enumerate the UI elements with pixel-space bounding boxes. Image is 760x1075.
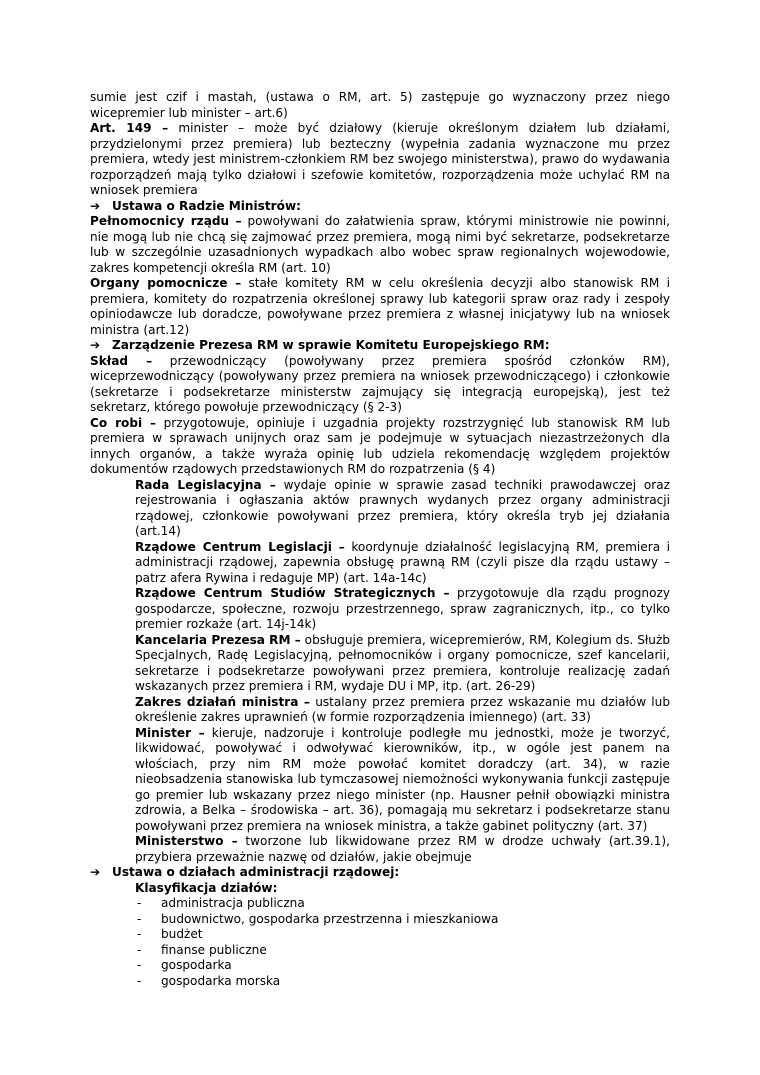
dash-marker: - (137, 973, 142, 988)
list-item-text: budżet (161, 927, 203, 941)
paragraph-text: ustalany przez premiera przez wskazanie mu działów lub określenie zakres uprawnień (w formie rozporządzenia imiennego) (art. 33) (135, 694, 670, 724)
term: Minister – (135, 725, 205, 740)
paragraph-text: kieruje, nadzoruje i kontroluje podległe mu jednostki, może je tworzyć, likwidować, powoływać i odwoływać kierowników, itp., w ogóle jest panem na włościach, przy nim RM może powołać komitet doradczy (art. 34), w razie nieobsadzenia stanowiska lub tymczasowej niemożności wykonywania funkcji zastępuje go premier lub wskazany przez niego minister (np. Hausner pełnił obowiązki ministra zdrowia, a Belka – środowiska – art. 36), pomagają mu sekretarz i podsekretarze stanu powoływani przez premiera na wniosek ministra, a także gabinet polityczny (art. 37) (135, 725, 670, 833)
paragraph-co-robi (90, 416, 670, 478)
paragraph-organy (90, 276, 670, 338)
heading-ustawa-rm (90, 199, 670, 215)
heading-ustawa-dzialy (90, 865, 670, 881)
term: Zakres działań ministra – (135, 694, 310, 709)
paragraph-text: obsługuje premiera, wicepremierów, RM, Kolegium ds. Służb Specjalnych, Radę Legislacyjną, pełnomocników i organy pomocnicze, szef kancelarii, sekretarze i podsekretarze powoływani przez premiera, kontroluje realizację zadań wskazanych przez premiera i RM, wydaje DU i MP, itp. (art. 26-29) (135, 632, 670, 693)
dash-marker: - (137, 942, 142, 957)
term-art-149: Art. 149 – (90, 121, 169, 135)
list-item-text: gospodarka morska (161, 973, 281, 988)
dash-marker: - (137, 911, 142, 926)
paragraph-text: koordynuje działalność legislacyjną RM, premiera i administracji rządowej, zapewnia obsługę prawną RM (czyli pisze dla rządu ustawy – patrz afera Rywina i redaguje MP) (art. 14a-14c) (135, 539, 670, 585)
list-item (137, 942, 670, 959)
list-item (137, 911, 670, 928)
paragraph-text: powoływani do załatwienia spraw, którymi ministrowie nie powinni, nie mogą lub nie chcą się zajmować przez premiera, mogą nimi być sekretarze, podsekretarze lub w szczególnie uzasadnionych wypadkach albo wobec spraw regionalnych wojewodowie, zakres kompetencji określa RM (art. 10) (90, 214, 671, 275)
paragraph-zakres (135, 695, 670, 726)
list-item-text: administracja publiczna (161, 896, 305, 910)
paragraph-sklad (90, 354, 670, 416)
paragraph-text: przewodniczący (powoływany przez premiera spośród członków RM), wiceprzewodniczący (powoływany przez premiera na wniosek przewodniczącego) i członkowie (sekretarze i podsekretarze ministerstw zajmujący się integracją europejską), jest też sekretarz, którego powołuje przewodniczący (§ 2-3) (90, 353, 670, 414)
list-item (137, 958, 670, 974)
dash-marker: - (137, 927, 142, 941)
heading-text: Ustawa o działach administracji rządowej: (112, 865, 400, 879)
heading-klasyfikacja: Klasyfikacja działów: (135, 880, 278, 895)
list-item (137, 973, 670, 990)
term: Skład – (90, 353, 153, 368)
term: Rada Legislacyjna – (135, 477, 276, 492)
term: Organy pomocnicze – (90, 276, 242, 290)
arrow-right-icon: ➔ (90, 198, 101, 213)
paragraph-text: tworzone lub likwidowane przez RM w drodze uchwały (art.39.1), przybiera przeważnie nazwę od działów, jakie obejmuje (135, 834, 670, 864)
list-item-text: finanse publiczne (161, 942, 267, 957)
term: Rządowe Centrum Legislacji – (135, 539, 345, 554)
heading-text: Ustawa o Radzie Ministrów: (112, 198, 301, 213)
term: Ministerstwo – (135, 834, 238, 848)
paragraph-text: przygotowuje, opiniuje i uzgadnia projekty rozstrzygnięć lub stanowisk RM lub premiera w sprawach unijnych oraz sam je podejmuje w sytuacjach niezastrzeżonych dla innych organów, a także wyraża opinię lub udziela rekomendację względem projektów dokumentów rządowych przedstawionych RM do rozpatrzenia (§ 4) (90, 415, 670, 476)
term: Pełnomocnicy rządu – (90, 214, 242, 228)
term: Kancelaria Prezesa RM – (135, 632, 301, 647)
paragraph-minister (135, 726, 670, 835)
heading-text: Zarządzenie Prezesa RM w sprawie Komitetu Europejskiego RM: (112, 338, 550, 352)
paragraph-continuation: sumie jest czif i mastah, (ustawa o RM, art. 5) zastępuje go wyznaczony przez niego wicepremier lub minister – art.6) (90, 90, 670, 120)
term: Co robi – (90, 415, 157, 430)
list-item (137, 896, 670, 912)
paragraph-text: wydaje opinie w sprawie zasad techniki prawodawczej oraz rejestrowania i ogłaszania aktów prawnych wydanych przez organy administracji rządowej, członkowie powoływani przez premiera, który określa tryb jej działania (art.14) (135, 477, 670, 538)
paragraph-rcl (135, 540, 670, 587)
paragraph-text: stałe komitety RM w celu określenia decyzji albo stanowisk RM i premiera, komitety do rozpatrzenia określonej sprawy lub kategorii spraw oraz rady i zespoły opiniodawcze lub doradcze, powoływane przez premiera z własnej inicjatywy lub na wniosek ministra (art.12) (90, 276, 671, 337)
paragraph-ministerstwo (135, 834, 670, 865)
term: Rządowe Centrum Studiów Strategicznych – (135, 586, 450, 600)
paragraph-rada-legislacyjna (135, 478, 670, 540)
paragraph-pelnomocnicy (90, 214, 670, 276)
dash-marker: - (137, 958, 142, 972)
paragraph-rcss (135, 586, 670, 633)
paragraph-text: minister – może być działowy (kieruje określonym działem lub działami, przydzielonymi przez premiera) lub bezteczny (wypełnia zadania wyznaczone mu przez premiera, wtedy jest ministrem-członkiem RM bez swojego ministerstwa), prawo do wydawania rozporządzeń mają tylko działowi i szefowie komitetów, rozporządzenia może uchylać RM na wniosek premiera (90, 121, 670, 197)
document-page (90, 90, 670, 989)
paragraph-art-149 (90, 121, 670, 199)
list-item-text: budownictwo, gospodarka przestrzenna i mieszkaniowa (161, 911, 499, 926)
dzialy-list (90, 896, 670, 989)
list-item (137, 927, 670, 943)
heading-zarzadzenie (90, 338, 670, 354)
arrow-right-icon: ➔ (90, 865, 101, 879)
paragraph-kprm (135, 633, 670, 695)
paragraph-text: przygotowuje dla rządu prognozy gospodarcze, społeczne, rozwoju przestrzennego, spraw zagranicznych, itp., co tylko premier rozkaże (art. 14j-14k) (135, 586, 670, 631)
dash-marker: - (137, 896, 142, 910)
arrow-right-icon: ➔ (90, 338, 101, 352)
list-item-text: gospodarka (161, 958, 232, 972)
